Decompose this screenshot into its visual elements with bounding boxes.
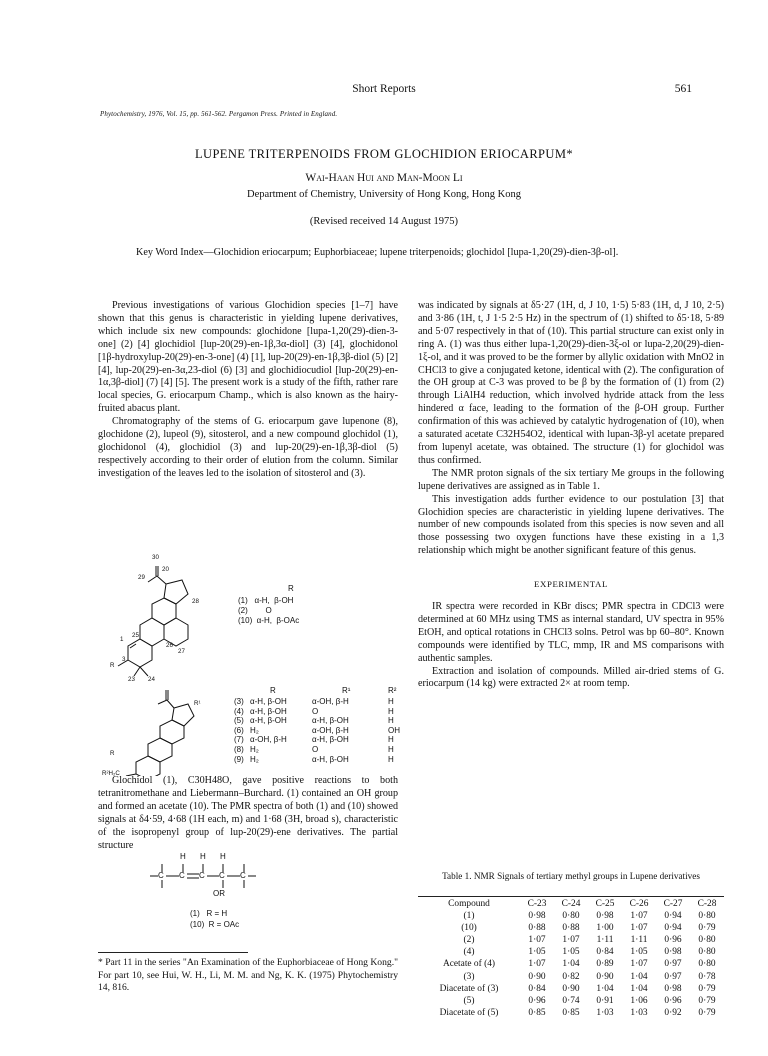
running-head: [0, 83, 768, 99]
structure-2-row: [234, 745, 404, 755]
table-value-cell: 0·98: [528, 911, 546, 922]
atom-label-23: 23: [128, 676, 135, 683]
structure-2-row: [234, 726, 404, 736]
structure-2-cell: α-H, β-OH: [312, 716, 349, 726]
fragment-c: C: [158, 871, 164, 880]
structure-2-cell: α-H, β-OH: [250, 697, 287, 706]
structure-2-cell: (9): [234, 754, 244, 764]
structure-2-cell: (5): [234, 716, 244, 726]
footnote-rule: [98, 952, 248, 953]
table-value-cell: 0·74: [562, 995, 580, 1006]
table-value-cell: 0·92: [664, 1007, 682, 1018]
right-column: [418, 300, 724, 691]
structure-2-cell: H₂: [250, 754, 259, 764]
table-row: [418, 983, 724, 995]
table-value-cell: 1·05: [528, 947, 546, 958]
structure-2-cell: H: [388, 735, 394, 745]
table-value-cell: 1·11: [596, 935, 614, 946]
fragment-h: H: [220, 852, 226, 861]
table-compound-cell: (1): [463, 911, 475, 922]
table-row: [418, 946, 724, 958]
structure-2-row: [234, 716, 404, 726]
table-compound-cell: (4): [463, 947, 475, 958]
structure-1-row: (1) α-H, β-OH: [238, 596, 294, 605]
table-value-cell: 0·80: [698, 959, 716, 970]
footnote: * Part 11 in the series "An Examination of the Euphorbiaceae of Hong Kong." For part 10, see Hui, W. H., Li, M. M. and Ng, K. K. (1975) Phytochemistry 14, 816.: [98, 957, 399, 993]
atom-label-30: 30: [152, 554, 159, 561]
journal-citation: Phytochemistry, 1976, Vol. 15, pp. 561-562. Pergamon Press. Printed in England.: [100, 110, 338, 118]
table-value-cell: 0·79: [698, 1007, 716, 1018]
atom-label-24: 24: [148, 676, 155, 683]
structure-2-cell: (7): [234, 735, 244, 745]
table-row: [418, 934, 724, 946]
table-value-cell: 0·82: [562, 971, 580, 982]
table-value-cell: 1·07: [562, 935, 580, 946]
revised-date: (Revised received 14 August 1975): [309, 216, 459, 227]
structure-2-cell: O: [312, 744, 319, 754]
structure-2-cell: α-H, β-OH: [250, 716, 287, 726]
table-row: [418, 958, 724, 970]
structure-2-cell: (8): [234, 744, 244, 754]
article-authors: Wai-Haan Hui and Man-Moon Li: [305, 172, 463, 184]
structure-2-cell: α-H, β-OH: [250, 706, 287, 716]
structure-1-table: [238, 596, 299, 626]
table-row: [418, 922, 724, 934]
structure-2-cell: O: [312, 706, 319, 716]
fragment-h: H: [200, 852, 206, 861]
left-column: [98, 300, 398, 481]
table-value-cell: 1·04: [630, 983, 648, 994]
table-value-cell: 1·06: [630, 995, 648, 1006]
table-value-cell: 0·89: [596, 959, 614, 970]
table-value-cell: 0·96: [664, 995, 682, 1006]
table-value-cell: 1·03: [596, 1007, 614, 1018]
structure-2-cell: (6): [234, 725, 244, 735]
structure-2-cell: H₂: [250, 725, 259, 735]
table-column-header: C-25: [595, 899, 615, 909]
table-value-cell: 1·04: [596, 983, 614, 994]
table-value-cell: 0·96: [664, 935, 682, 946]
table-value-cell: 1·07: [630, 923, 648, 934]
experimental-heading: EXPERIMENTAL: [534, 579, 608, 590]
table-row: [418, 995, 724, 1007]
table-value-cell: 1·03: [630, 1007, 648, 1018]
structure-1-row: (10) α-H, β-OAc: [238, 616, 300, 625]
table-row: [418, 910, 724, 922]
structure-2-cell: H: [388, 706, 394, 716]
structure-2-label-r: R: [110, 750, 115, 757]
table-compound-cell: (10): [461, 923, 477, 934]
table-value-cell: 1·04: [630, 971, 648, 982]
nmr-table: [418, 898, 724, 1019]
atom-label-27: 27: [178, 648, 185, 655]
table-value-cell: 0·94: [664, 923, 682, 934]
section-name: Short Reports: [352, 83, 416, 95]
left-column-continued: [98, 775, 398, 852]
structure-2-cell: α-OH, β-H: [312, 697, 349, 706]
table-value-cell: 0·79: [698, 983, 716, 994]
structure-2-cell: α-OH, β-H: [250, 735, 287, 745]
structure-2-header-r: R: [270, 686, 276, 695]
structure-2-cell: H: [388, 716, 394, 726]
paragraph-structure-proof: was indicated by signals at δ5·27 (1H, d, J 10, 1·5) 5·83 (1H, d, J 10, 2·5) and 3·86 (1H, t, J 1·5 2·5 Hz) in the spectrum of (1) shifted to δ5·18, 5·89 and 5·07 respectively in that of (10). This partial structure can exist only in ring A. (1) was thus either lupa-1,20(29)-dien-3ξ-ol or lupa-2,20(29)-dien-1ξ-ol, and it was proved to be the former by allylic oxidation with MnO2 in CHCl3 to give a conjugated ketone, identical with (2). The configuration of the OH group at C-3 was proved to be β by the formation of (1) from (2) through LiAlH4 reduction, which involved hydride attack from the less hindered α face, leading to the formation of the β-OH group. Further confirmation of this was achieved by catalytic hydrogenation of (10), when a saturated acetate C32H54O2, identical with lupan-3β-yl acetate prepared from lupenyl acetate, was obtained. The structure (1) for glochidol was thus confirmed.: [418, 300, 724, 466]
table-column-header: C-27: [663, 899, 683, 909]
table-value-cell: 0·85: [562, 1007, 580, 1018]
atom-label-26: 26: [166, 642, 173, 649]
fragment-c: C: [199, 871, 205, 880]
fragment-c: C: [219, 871, 225, 880]
table-value-cell: 0·98: [596, 911, 614, 922]
structure-2-header-r2: R²: [388, 686, 397, 695]
structure-2-cell: α-OH, β-H: [312, 725, 349, 735]
table-value-cell: 1·07: [630, 959, 648, 970]
table-value-cell: 0·85: [528, 1007, 546, 1018]
table-value-cell: 1·00: [596, 923, 614, 934]
table-column-header: C-23: [527, 899, 547, 909]
structure-2-cell: H: [388, 697, 394, 706]
structure-2-label-r1: R¹: [194, 700, 201, 707]
table-value-cell: 0·97: [664, 959, 682, 970]
fragment-c: C: [179, 871, 185, 880]
structure-2-cell: H: [388, 754, 394, 764]
table-column-header: C-28: [697, 899, 717, 909]
table-compound-cell: (2): [463, 935, 475, 946]
table-body: [418, 910, 724, 1019]
table-value-cell: 0·80: [698, 911, 716, 922]
table-value-cell: 1·05: [562, 947, 580, 958]
structure-2-row: [234, 735, 404, 745]
table-value-cell: 1·11: [630, 935, 648, 946]
table-header-row: [418, 898, 724, 910]
table-compound-cell: (3): [463, 971, 475, 982]
fragment-rows: [190, 908, 239, 930]
table-value-cell: 0·98: [664, 947, 682, 958]
structure-2-cell: OH: [388, 725, 400, 735]
table-value-cell: 0·94: [664, 911, 682, 922]
table-value-cell: 0·84: [528, 983, 546, 994]
structure-1-row: (2) O: [238, 606, 272, 615]
atom-label-r: R: [110, 662, 115, 669]
table-top-rule: [418, 896, 724, 897]
atom-label-1: 1: [120, 636, 124, 643]
structure-2-cell: α-H, β-OH: [312, 735, 349, 745]
structure-diagram-2: [102, 686, 400, 777]
paragraph-chromatography: Chromatography of the stems of G. eriocarpum gave lupenone (8), glochidone (2), lupeol (9), sitosterol, and a new compound glochidol (1), glochidonol (4), glochidiol (3) and lup-20(29)-en-1β,3β-diol (5) respectively according to their order of elution from the column. Similar investigation of the leaves led to the isolation of sitosterol and (3).: [98, 416, 398, 479]
structure-2-cell: (4): [234, 706, 244, 716]
table-value-cell: 0·91: [596, 995, 614, 1006]
paragraph-conclusion: This investigation adds further evidence to our postulation [3] that Glochidion species are characteristic in yielding lupene derivatives. The number of new compounds isolated from this species is now seven and all those possessing two oxygen functions have these existing in a 1,3 relationship which might be another significant feature of this genus.: [418, 493, 724, 557]
atom-label-25: 25: [132, 632, 139, 639]
atom-label-20: 20: [162, 566, 169, 573]
table-value-cell: 1·05: [630, 947, 648, 958]
structure-2-row: [234, 697, 404, 707]
structure-2-cell: H₂: [250, 744, 259, 754]
table-value-cell: 0·90: [562, 983, 580, 994]
fragment-c: C: [240, 871, 246, 880]
table-value-cell: 0·88: [528, 923, 546, 934]
fragment-h: H: [180, 852, 186, 861]
structure-2-label-r2h2c: R²H₂C: [102, 770, 120, 777]
table-value-cell: 1·07: [528, 959, 546, 970]
table-row: [418, 971, 724, 983]
table-value-cell: 0·97: [664, 971, 682, 982]
structure-2-cell: H: [388, 744, 394, 754]
atom-label-3: 3: [122, 656, 126, 663]
structure-2-row: [234, 707, 404, 717]
structure-diagram-1: [108, 552, 398, 684]
table-value-cell: 0·80: [562, 911, 580, 922]
table-value-cell: 0·78: [698, 971, 716, 982]
fragment-row: (1) R = H: [190, 909, 228, 918]
table-value-cell: 0·80: [698, 947, 716, 958]
article-title: LUPENE TRITERPENOIDS FROM GLOCHIDION ERIOCARPUM*: [194, 147, 573, 161]
table-value-cell: 0·80: [698, 935, 716, 946]
structure-1-header-r: R: [288, 584, 294, 593]
structure-2-table: [234, 686, 404, 764]
paragraph-nmr: The NMR proton signals of the six tertiary Me groups in the following lupene derivatives are assigned as in Table 1.: [418, 467, 724, 492]
structure-2-header-r1: R¹: [342, 686, 351, 695]
table-value-cell: 0·90: [596, 971, 614, 982]
table-row: [418, 1007, 724, 1019]
table-value-cell: 1·07: [630, 911, 648, 922]
table-compound-cell: Diacetate of (5): [439, 1007, 499, 1018]
atom-label-29: 29: [138, 574, 145, 581]
author-affiliation: Department of Chemistry, University of Hong Kong, Hong Kong: [246, 189, 522, 200]
table-column-header: Compound: [448, 899, 490, 909]
table-value-cell: 0·88: [562, 923, 580, 934]
structure-2-cell: α-H, β-OH: [312, 754, 349, 764]
table-value-cell: 0·90: [528, 971, 546, 982]
table-value-cell: 1·04: [562, 959, 580, 970]
table-column-header: C-24: [561, 899, 581, 909]
table-compound-cell: Diacetate of (3): [439, 983, 499, 994]
fragment-row: (10) R = OAc: [190, 920, 240, 929]
fragment-or: OR: [213, 889, 225, 898]
table-compound-cell: (5): [463, 995, 475, 1006]
paragraph-extraction: Extraction and isolation of compounds. Milled air-dried stems of G. eriocarpum (14 kg) were extracted 2× at room temp.: [418, 665, 724, 690]
table-value-cell: 0·98: [664, 983, 682, 994]
table-value-cell: 0·84: [596, 947, 614, 958]
structure-2-cell: (3): [234, 697, 244, 706]
table-value-cell: 0·79: [698, 923, 716, 934]
table-column-header: C-26: [629, 899, 649, 909]
table-value-cell: 0·96: [528, 995, 546, 1006]
structure-2-row: [234, 755, 404, 765]
table-compound-cell: Acetate of (4): [442, 959, 496, 970]
atom-label-28: 28: [192, 598, 199, 605]
paragraph-methods: IR spectra were recorded in KBr discs; PMR spectra in CDCl3 were determined at 60 MHz using TMS as internal standard, UV spectra in 95% EtOH, and optical rotations in CHCl3 solns. Petrol was bp 60–80°. Known compounds were identified by TLC, mmp, IR and MS comparisons with authentic samples.: [418, 601, 724, 664]
paragraph-intro: Previous investigations of various Glochidion species [1–7] have shown that this genus is characteristic in yielding lupene derivatives, which include six new compounds: glochidone [lupa-1,20(29)-dien-3-one] (2) [4] glochidiol [lup-20(29)-en-1β,3α-diol] (3) [4], glochidonol [1β-hydroxylup-20(29)-en-3-one] (4) [1], lup-20(29)-en-1β,3β-diol (5) [2] [4], lup-20(29)-en-3α,23-diol (6) [3] and glochidiocudiol [lup-20(29)-en-1α,3β-diol] (7) [4] [5]. The present work is a study of the fifth, rather rare local species, G. eriocarpum Champ., which is also known as the hairy-fruited abacus plant.: [98, 300, 398, 415]
keyword-index: Key Word Index—Glochidion eriocarpum; Euphorbiaceae; lupene triterpenoids; glochidol [lupa-1,20(29)-dien-3β-ol].: [136, 247, 619, 258]
paragraph-glochidol: Glochidol (1), C30H48O, gave positive reactions to both tetranitromethane and Liebermann–Burchard. (1) contained an OH group and formed an acetate (10). The PMR spectra of both (1) and (10) showed signals at δ4·59, 4·68 (1H each, m) and 1·68 (3H, broad s), characteristic of the isopropenyl group of lup-20(29)-ene derivatives. The partial structure: [98, 775, 398, 851]
table-value-cell: 0·79: [698, 995, 716, 1006]
table-caption: Table 1. NMR Signals of tertiary methyl groups in Lupene derivatives: [442, 871, 700, 881]
structure-2-rows: [234, 697, 404, 764]
page-number: 561: [674, 83, 692, 95]
table-value-cell: 1·07: [528, 935, 546, 946]
